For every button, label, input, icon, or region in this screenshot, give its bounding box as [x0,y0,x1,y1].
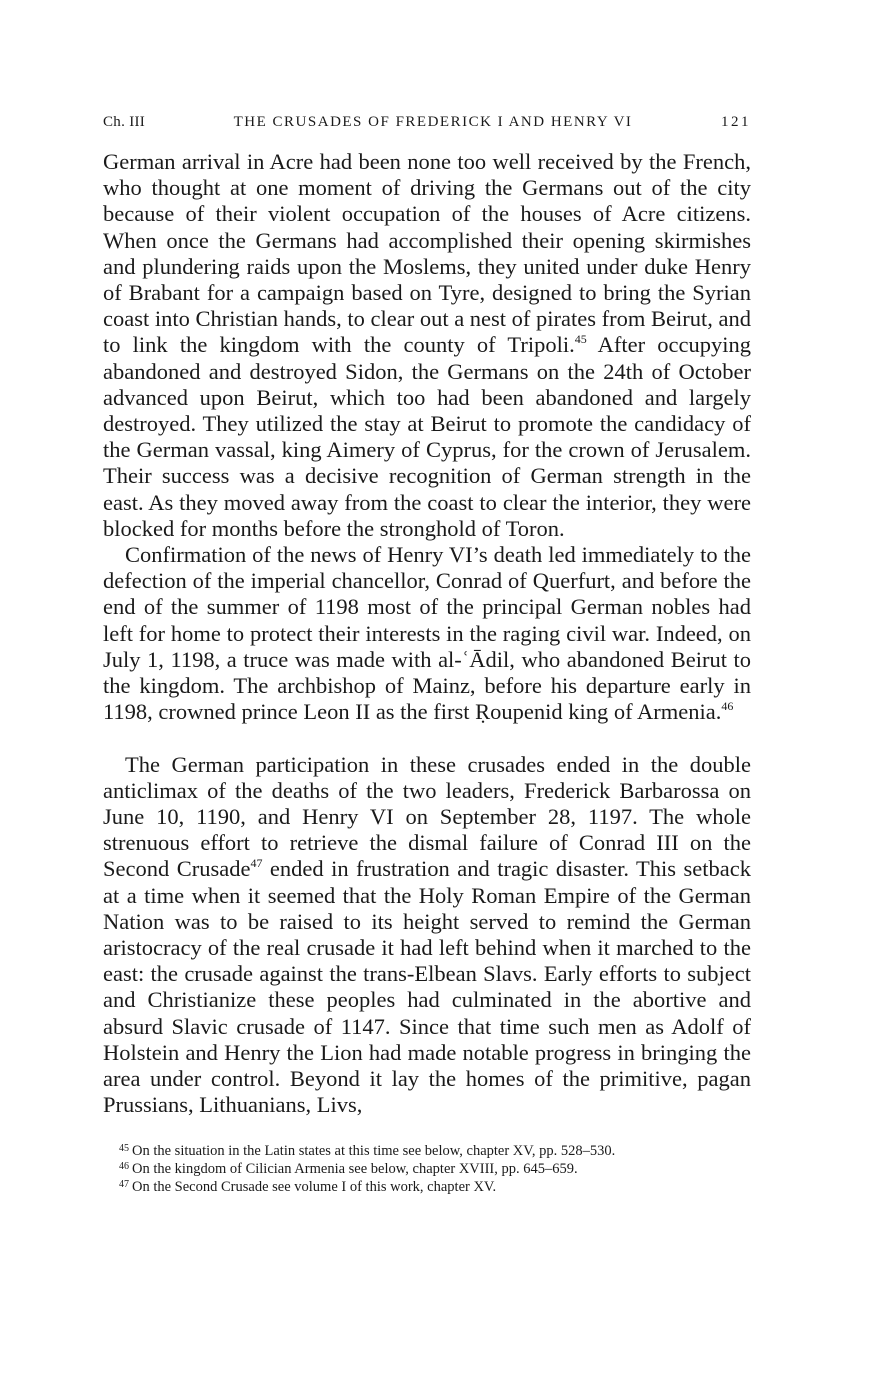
running-header [103,112,751,132]
footnote-reference-47: 47 [250,856,263,871]
footnote-reference-45: 45 [574,332,587,347]
footnotes [103,1143,751,1197]
footnote-text: On the situation in the Latin states at this time see below, chapter XV, pp. 528–530. [132,1142,616,1159]
footnote-number: 46 [119,1160,129,1172]
paragraph-text: Confirmation of the news of Henry VI’s death led immediately to the defection of the imperial chancellor, Conrad of Querfurt, and before the end of the summer of 1198 most of the principal German nobles had left for home to protect their interests in the raging civil war. Indeed, on July 1, 1198, a truce was made with al-ʿĀdil, who abandoned Beirut to the kingdom. The archbishop of Mainz, before his departure early in 1198, crowned prince Leon II as the first Ṛoupenid king of Armenia. [103,542,751,725]
footnote-number: 45 [119,1142,129,1154]
body-paragraph-2 [103,542,751,725]
paragraph-text: The German participation in these crusades ended in the double anticlimax of the deaths of the two leaders, Frederick Barbarossa on June 10, 1190, and Henry VI on September 28, 1197. The whole strenuous effort to retrieve the dismal failure of Conrad III on the Second Crusade [103,751,751,882]
book-page [103,112,751,1197]
footnote-46 [119,1161,751,1179]
footnote-number: 47 [119,1178,129,1190]
paragraph-text: After occupying abandoned and destroyed Sidon, the Germans on the 24th of October advanced upon Beirut, which too had been abandoned and largely destroyed. They utilized the stay at Beirut to promote the candidacy of the German vassal, king Aimery of Cyprus, for the crown of Jerusalem. Their success was a decisive recognition of German strength in the east. As they moved away from the coast to clear the interior, they were blocked for months before the stronghold of Toron. [103,332,751,541]
footnote-47 [119,1179,751,1197]
body-paragraph-1 [103,149,751,542]
footnote-45 [119,1143,751,1161]
paragraph-text: ended in frustration and tragic disaster. This setback at a time when it seemed that the Holy Roman Empire of the German Nation was to be raised to its height served to remind the German aristocracy of the real crusade it had left behind when it marched to the east: the crusade against the trans-Elbean Slavs. Early efforts to subject and Christianize these peoples had culminated in the abortive and absurd Slavic crusade of 1147. Since that time such men as Adolf of Holstein and Henry the Lion had made notable progress in bringing the area under control. Beyond it lay the homes of the primitive, pagan Prussians, Lithuanians, Livs, [103,856,751,1118]
footnote-text: On the kingdom of Cilician Armenia see below, chapter XVIII, pp. 645–659. [132,1160,578,1177]
page-number: 121 [720,114,751,130]
footnote-text: On the Second Crusade see volume I of this work, chapter XV. [132,1178,497,1195]
running-title: THE CRUSADES OF FREDERICK I AND HENRY VI [233,114,633,130]
footnote-reference-46: 46 [721,699,734,714]
paragraph-text: German arrival in Acre had been none too well received by the French, who thought at one moment of driving the Germans out of the city because of their violent occupation of the houses of Acre citizens. When once the Germans had accomplished their opening skirmishes and plundering raids upon the Moslems, they united under duke Henry of Brabant for a campaign based on Tyre, designed to bring the Syrian coast into Christian hands, to clear out a nest of pirates from Beirut, and to link the kingdom with the county of Tripoli. [103,149,751,358]
body-paragraph-3 [103,752,751,1119]
chapter-label: Ch. III [103,114,146,130]
